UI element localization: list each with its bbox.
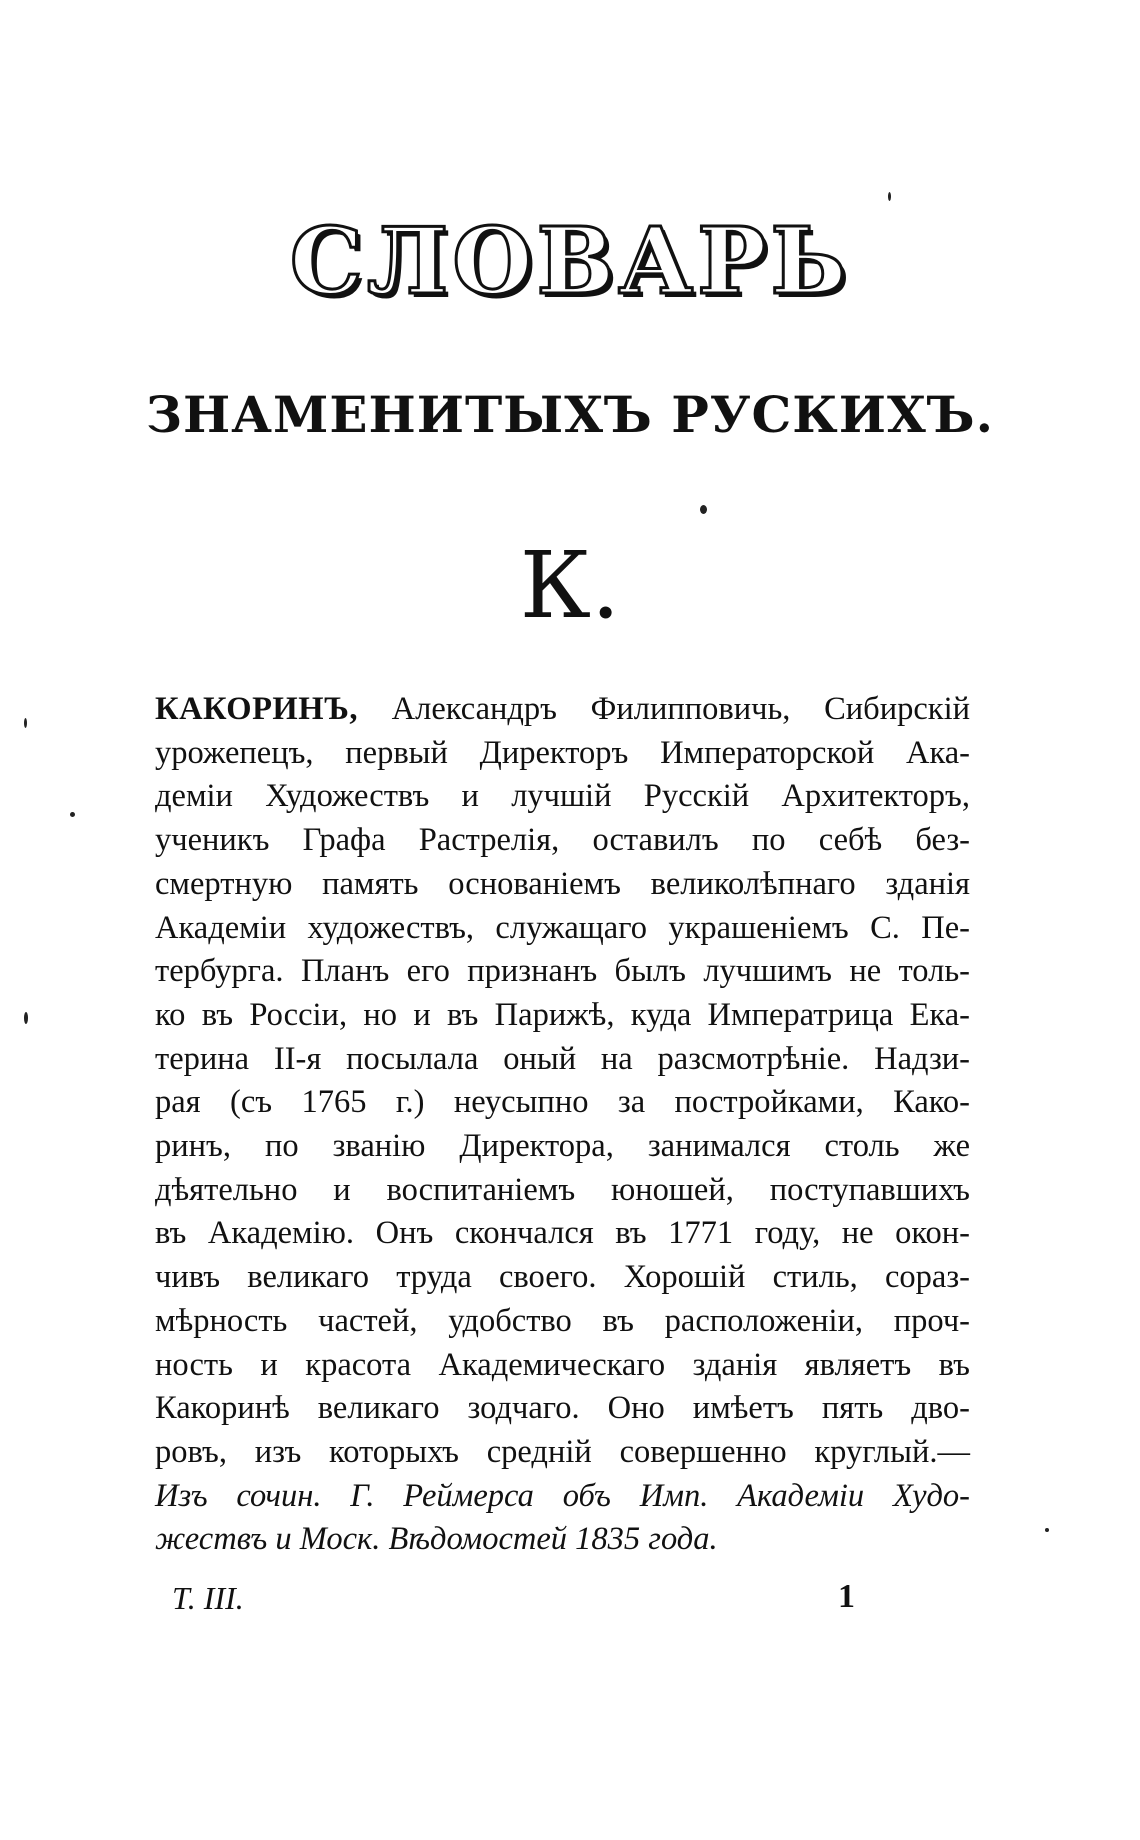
dictionary-entry — [155, 688, 970, 1562]
entry-line: тербурга. Планъ его признанъ былъ лучшимъ не толь- — [155, 953, 970, 990]
entry-line: ко въ Россіи, но и въ Парижѣ, куда Императрица Ека- — [155, 996, 970, 1033]
volume-signature: Т. III. — [172, 1580, 244, 1616]
entry-line: Какоринѣ великаго зодчаго. Оно имѣетъ пять дво- — [155, 1390, 970, 1427]
entry-line: ровъ, изъ которыхъ средній совершенно круглый.— — [155, 1433, 970, 1470]
entry-source-line: Изъ сочин. Г. Реймерса объ Имп. Академіи Худо- — [155, 1477, 970, 1514]
entry-line: ность и красота Академическаго зданія являетъ въ — [155, 1346, 970, 1383]
entry-line: рая (съ 1765 г.) неусыпно за постройками, Како- — [155, 1084, 970, 1121]
entry-line: урожепецъ, первый Директоръ Императорской Ака- — [155, 734, 970, 771]
section-letter: К. — [519, 532, 621, 639]
entry-line-text: Александръ Филипповичь, Сибирскій — [357, 691, 970, 727]
entry-source-line: жествъ и Моск. Вѣдомостей 1835 года. — [155, 1521, 718, 1558]
entry-line: ученикъ Графа Растрелія, оставилъ по себѣ без- — [155, 822, 970, 859]
entry-line: терина II-я посылала оный на разсмотрѣніе. Надзи- — [155, 1040, 970, 1077]
scan-speck — [1045, 1528, 1049, 1532]
scan-speck — [24, 718, 27, 728]
page-subtitle: ЗНАМЕНИТЫХЪ РУСКИХЪ. — [145, 385, 994, 444]
entry-line: въ Академію. Онъ скончался въ 1771 году, не окон- — [155, 1215, 970, 1252]
entry-line: смертную память основаніемъ великолѣпнаго зданія — [155, 865, 970, 902]
entry-line: дѣятельно и воспитаніемъ юношей, поступавшихъ — [155, 1171, 970, 1208]
entry-line: чивъ великаго труда своего. Хорошій стиль, сораз- — [155, 1259, 970, 1296]
entry-line: мѣрность частей, удобство въ расположеніи, проч- — [155, 1302, 970, 1339]
signature-mark: 1 — [838, 1578, 855, 1615]
scan-speck — [24, 1012, 28, 1024]
scan-speck — [888, 192, 891, 201]
entry-line: ринъ, по званію Директора, занимался столь же — [155, 1128, 970, 1165]
entry-line: деміи Художествъ и лучшій Русскій Архитекторъ, — [155, 778, 970, 815]
entry-head-word: КАКОРИНЪ, — [155, 691, 358, 727]
page-title: СЛОВАРЬ — [289, 207, 851, 315]
scan-speck — [700, 505, 707, 514]
entry-line — [155, 688, 970, 732]
scan-speck — [70, 812, 75, 817]
entry-line: Академіи художествъ, служащаго украшеніемъ С. Пе- — [155, 909, 970, 946]
